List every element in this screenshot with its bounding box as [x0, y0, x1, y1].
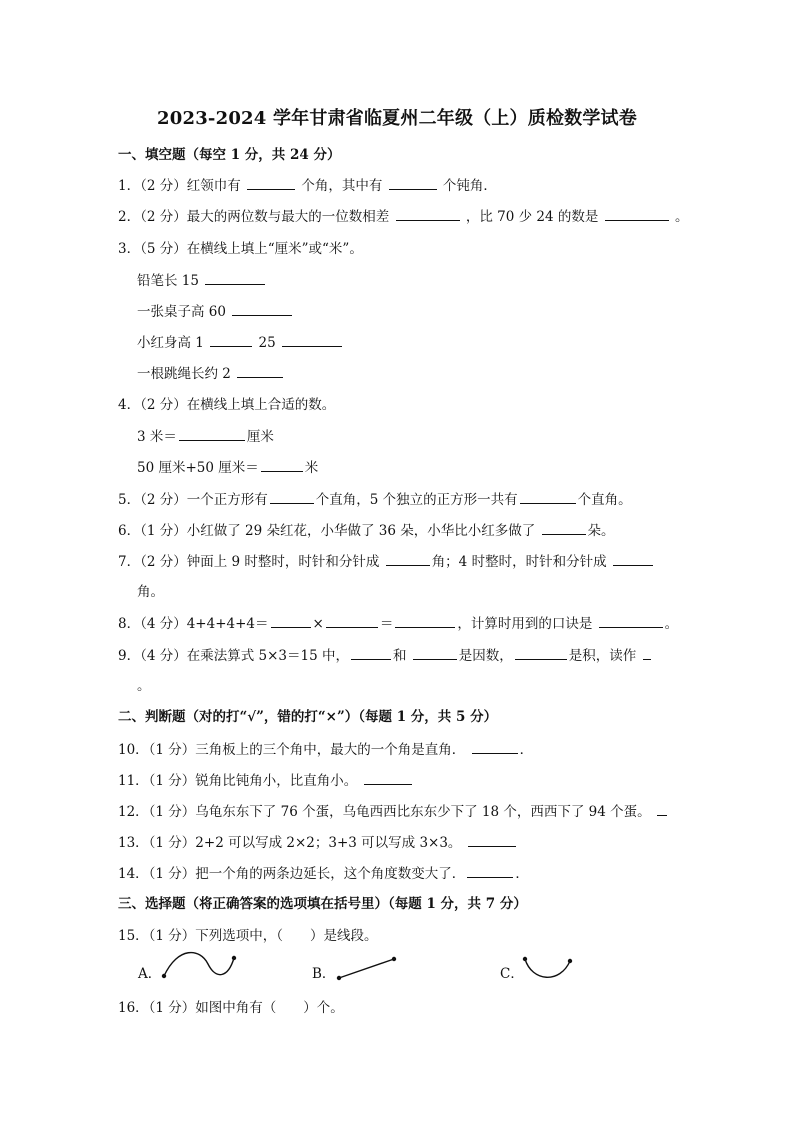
- q3-sub-2: [137, 302, 294, 321]
- q8-text-a: 8．（4 分）4+4+4+4＝: [118, 616, 269, 632]
- option-c-label[interactable]: C．: [500, 966, 524, 982]
- q4-sub-2: [137, 458, 318, 477]
- q1-blank-2[interactable]: [389, 176, 437, 190]
- q5-blank-2[interactable]: [520, 490, 576, 504]
- q1-text-a: 1．（2 分）红领巾有: [118, 178, 241, 194]
- q2-text-b: ，比 70 少 24 的数是: [465, 209, 599, 225]
- q8-blank-3[interactable]: [395, 614, 455, 628]
- section-multiple-choice: 三、选择题（将正确答案的选项填在括号里）（每题 1 分，共 7 分）: [118, 896, 527, 912]
- q5-blank-1[interactable]: [270, 490, 314, 504]
- q9-continuation: 。: [137, 678, 151, 694]
- q4-s2a-text: 50 厘米+50 厘米＝: [137, 460, 259, 476]
- question-8: [118, 614, 678, 633]
- q2-text-a: 2．（2 分）最大的两位数与最大的一位数相差: [118, 209, 390, 225]
- q7-continuation: 角。: [137, 584, 164, 600]
- q8-blank-2[interactable]: [326, 614, 378, 628]
- question-5: [118, 490, 632, 509]
- q9-text-d: 是积，读作: [568, 648, 637, 664]
- q7-blank-2[interactable]: [613, 552, 653, 566]
- q8-blank-1[interactable]: [271, 614, 311, 628]
- q5-text-a: 5．（2 分）一个正方形有: [118, 492, 268, 508]
- question-4: 4．（2 分）在横线上填上合适的数。: [118, 397, 336, 413]
- q10-blank[interactable]: [472, 740, 518, 754]
- q4-blank-2[interactable]: [261, 458, 303, 472]
- q1-text-b: 个角，其中有: [301, 178, 383, 194]
- q4-s1b-text: 厘米: [246, 429, 274, 445]
- q13-blank[interactable]: [468, 833, 516, 847]
- q7-text-b: 角；4 时整时，时针和分针成: [431, 554, 607, 570]
- question-10: [118, 740, 533, 759]
- q8-text-e: 。: [664, 616, 679, 632]
- q3-sub-3: [137, 333, 344, 352]
- option-a-label[interactable]: A．: [138, 966, 162, 982]
- question-1: [118, 176, 497, 195]
- q3-sub-4: [137, 364, 285, 383]
- q6-text-b: 朵。: [587, 523, 615, 539]
- q4-blank-1[interactable]: [179, 427, 245, 441]
- q11-blank[interactable]: [364, 771, 412, 785]
- q3-s3b-text: 25: [258, 335, 276, 351]
- question-11: [118, 771, 414, 790]
- q14-text-a: 14．（1 分）把一个角的两条边延长，这个角度数变大了．: [118, 866, 466, 882]
- q12-blank[interactable]: [657, 802, 667, 816]
- q8-blank-4[interactable]: [599, 614, 663, 628]
- q4-s2b-text: 米: [304, 460, 319, 476]
- question-16: 16．（1 分）如图中角有（ ）个。: [118, 1000, 344, 1016]
- q1-blank-1[interactable]: [247, 176, 295, 190]
- q3-blank-5[interactable]: [237, 364, 283, 378]
- q5-text-b: 个直角，5 个独立的正方形一共有: [315, 492, 518, 508]
- question-6: [118, 521, 615, 540]
- q3-blank-4[interactable]: [282, 333, 342, 347]
- option-b-segment-figure: [334, 954, 400, 984]
- q10-text-a: 10．（1 分）三角板上的三个角中，最大的一个角是直角．: [118, 742, 466, 758]
- question-9: [118, 646, 653, 665]
- q8-text-c: ＝: [379, 616, 394, 632]
- q12-text-a: 12．（1 分）乌龟东东下了 76 个蛋，乌龟西西比东东少下了 18 个，西西下了 94 个蛋。: [118, 804, 651, 820]
- q5-text-c: 个直角。: [577, 492, 632, 508]
- q9-blank-1[interactable]: [351, 646, 391, 660]
- q3-blank-1[interactable]: [205, 271, 265, 285]
- page-title: 2023-2024 学年甘肃省临夏州二年级（上）质检数学试卷: [157, 108, 637, 129]
- question-13: [118, 833, 518, 852]
- q9-blank-2[interactable]: [413, 646, 457, 660]
- q14-blank[interactable]: [467, 864, 513, 878]
- q6-text-a: 6．（1 分）小红做了 29 朵红花，小华做了 36 朵，小华比小红多做了: [118, 523, 536, 539]
- q3-s3a-text: 小红身高 1: [137, 335, 204, 351]
- question-14: [118, 864, 529, 883]
- q2-blank-2[interactable]: [605, 207, 669, 221]
- q3-blank-2[interactable]: [232, 302, 292, 316]
- question-3: 3．（5 分）在横线上填上“厘米”或“米”。: [118, 241, 363, 257]
- q9-text-a: 9．（4 分）在乘法算式 5×3＝15 中，: [118, 648, 349, 664]
- q2-text-c: 。: [674, 209, 689, 225]
- q9-blank-4[interactable]: [643, 646, 651, 660]
- q13-text-a: 13．（1 分）2+2 可以写成 2×2；3+3 可以写成 3×3。: [118, 835, 462, 851]
- q9-text-c: 是因数，: [458, 648, 513, 664]
- option-b-label[interactable]: B．: [312, 966, 336, 982]
- q2-blank-1[interactable]: [396, 207, 460, 221]
- option-c-arc-figure: [520, 954, 576, 984]
- section-true-false: 二、判断题（对的打“√”，错的打“×”）（每题 1 分，共 5 分）: [118, 709, 498, 725]
- q11-text-a: 11．（1 分）锐角比钝角小，比直角小。: [118, 773, 358, 789]
- question-15: 15．（1 分）下列选项中，（ ）是线段。: [118, 928, 378, 944]
- q4-sub-1: [137, 427, 274, 446]
- q14-text-b: ．: [515, 866, 529, 882]
- q9-blank-3[interactable]: [515, 646, 567, 660]
- q7-blank-1[interactable]: [386, 552, 430, 566]
- question-2: [118, 207, 688, 226]
- q1-text-c: 个钝角．: [442, 178, 497, 194]
- q3-s4-text: 一根跳绳长约 2: [137, 366, 231, 382]
- option-a-curve-figure: [158, 952, 240, 982]
- q8-text-b: ×: [312, 616, 324, 632]
- q6-blank-1[interactable]: [542, 521, 586, 535]
- q7-text-a: 7．（2 分）钟面上 9 时整时，时针和分针成: [118, 554, 380, 570]
- q3-blank-3[interactable]: [210, 333, 252, 347]
- q8-text-d: ，计算时用到的口诀是: [457, 616, 593, 632]
- q3-s1-text: 铅笔长 15: [137, 273, 199, 289]
- q3-sub-1: [137, 271, 267, 290]
- q9-text-b: 和: [392, 648, 407, 664]
- section-fill-blank: 一、填空题（每空 1 分，共 24 分）: [118, 147, 341, 163]
- question-7: [118, 552, 655, 571]
- q10-text-b: ．: [519, 742, 534, 758]
- q4-s1a-text: 3 米＝: [137, 429, 177, 445]
- q3-s2-text: 一张桌子高 60: [137, 304, 226, 320]
- question-12: [118, 802, 669, 821]
